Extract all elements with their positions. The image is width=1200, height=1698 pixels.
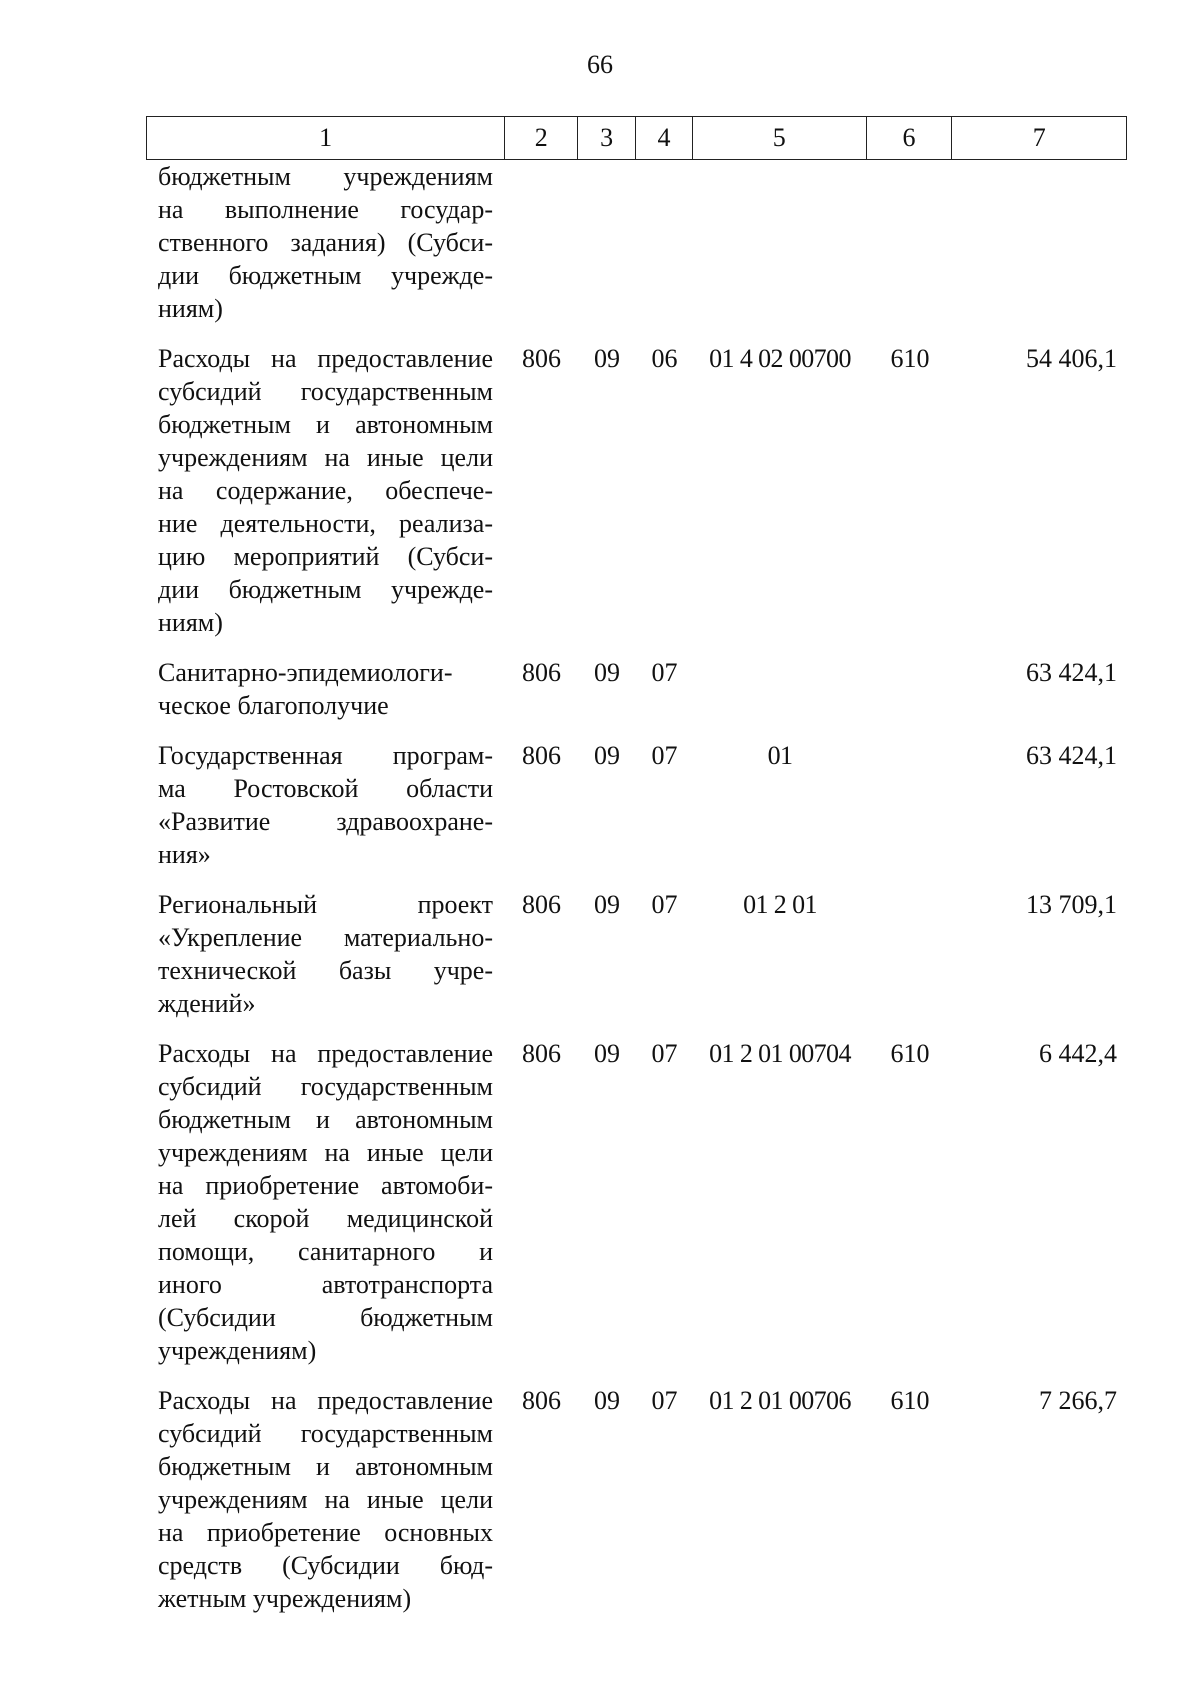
subsection-cell: 07 <box>651 658 678 687</box>
description-line: бюджетным и автономным <box>158 1452 493 1481</box>
section-cell: 09 <box>594 1386 620 1415</box>
description-line: на приобретение основных <box>158 1518 493 1547</box>
table-header-row <box>146 116 1127 160</box>
description-line: учреждениям) <box>158 1336 317 1365</box>
description-line: Расходы на предоставление <box>158 1039 493 1068</box>
description-line: Расходы на предоставление <box>158 344 493 373</box>
section-cell: 09 <box>594 741 620 770</box>
table-header-cell: 7 <box>1032 123 1046 152</box>
admin-code-cell: 806 <box>522 1039 561 1068</box>
section-cell: 09 <box>594 344 620 373</box>
description-line: ние деятельности, реализа- <box>158 509 493 538</box>
admin-code-cell: 806 <box>522 344 561 373</box>
description-line: лей скорой медицинской <box>158 1204 493 1233</box>
description-line: дии бюджетным учрежде- <box>158 261 493 290</box>
description-line: иного автотранспорта <box>158 1270 493 1299</box>
admin-code-cell <box>505 160 578 325</box>
description-line: жетным учреждениям) <box>158 1584 412 1613</box>
description-line: (Субсидии бюджетным <box>158 1303 493 1332</box>
description-line: на выполнение государ- <box>158 195 493 224</box>
description-line: цию мероприятий (Субси- <box>158 542 493 571</box>
description-line: Государственная програм- <box>158 741 493 770</box>
admin-code-cell: 806 <box>522 658 561 687</box>
admin-code-cell: 806 <box>522 741 561 770</box>
description-line: учреждениям на иные цели <box>158 1485 493 1514</box>
table-header-cell: 5 <box>693 117 867 159</box>
description-cell <box>146 1037 505 1367</box>
description-line: бюджетным и автономным <box>158 1105 493 1134</box>
target-article-cell: 01 4 02 00700 <box>709 344 851 373</box>
expense-type-cell: 610 <box>890 1386 930 1415</box>
expense-type-cell <box>867 160 953 325</box>
section-cell <box>578 160 636 325</box>
subsection-cell: 07 <box>651 1386 678 1415</box>
description-line: технической базы учре- <box>158 956 493 985</box>
section-cell: 09 <box>594 658 620 687</box>
description-line: «Развитие здравоохране- <box>158 807 493 836</box>
amount-cell: 54 406,1 <box>1026 344 1117 373</box>
description-line: ческое благополучие <box>158 691 389 720</box>
table-row <box>146 1037 1127 1367</box>
description-cell <box>146 656 505 722</box>
description-line: бюджетным и автономным <box>158 410 493 439</box>
table-header-cell: 6 <box>867 117 953 159</box>
table-header-cell: 2 <box>505 117 578 159</box>
expense-type-cell <box>867 888 953 1020</box>
section-cell: 09 <box>594 1039 620 1068</box>
description-line: на содержание, обеспече- <box>158 476 493 505</box>
description-line: «Укрепление материально- <box>158 923 493 952</box>
subsection-cell: 07 <box>651 741 678 770</box>
description-line: дии бюджетным учрежде- <box>158 575 493 604</box>
description-line: ждений» <box>158 989 256 1018</box>
description-cell <box>146 888 505 1020</box>
expense-type-cell: 610 <box>890 1039 930 1068</box>
page-number: 66 <box>587 50 613 79</box>
subsection-cell <box>636 160 693 325</box>
description-cell <box>146 342 505 639</box>
description-line: ниям) <box>158 294 223 323</box>
table-row <box>146 1384 1127 1615</box>
table-row <box>146 656 1127 722</box>
description-line: субсидий государственным <box>158 1419 493 1448</box>
target-article-cell: 01 <box>767 741 793 770</box>
amount-cell: 6 442,4 <box>1039 1039 1117 1068</box>
table-header-cell: 4 <box>636 117 693 159</box>
description-line: средств (Субсидии бюд- <box>158 1551 493 1580</box>
expense-type-cell <box>867 739 953 871</box>
admin-code-cell: 806 <box>522 890 561 919</box>
description-line: Расходы на предоставление <box>158 1386 493 1415</box>
table-header-cell: 1 <box>147 117 505 159</box>
description-cell <box>146 160 505 325</box>
admin-code-cell: 806 <box>522 1386 561 1415</box>
section-cell: 09 <box>594 890 620 919</box>
description-line: Региональный проект <box>158 890 493 919</box>
table-row <box>146 739 1127 871</box>
description-cell <box>146 1384 505 1615</box>
description-line: субсидий государственным <box>158 1072 493 1101</box>
subsection-cell: 06 <box>651 344 678 373</box>
subsection-cell: 07 <box>651 890 678 919</box>
description-line: на приобретение автомоби- <box>158 1171 493 1200</box>
description-line: Санитарно-эпидемиологи- <box>158 658 453 687</box>
expense-type-cell: 610 <box>890 344 930 373</box>
description-line: ниям) <box>158 608 223 637</box>
amount-cell <box>953 160 1127 325</box>
table-row <box>146 342 1127 639</box>
target-article-cell <box>693 656 867 722</box>
amount-cell: 63 424,1 <box>1026 658 1117 687</box>
description-line: ственного задания) (Субси- <box>158 228 493 257</box>
description-line: ма Ростовской области <box>158 774 493 803</box>
description-line: учреждениям на иные цели <box>158 1138 493 1167</box>
description-line: учреждениям на иные цели <box>158 443 493 472</box>
table-row <box>146 160 1127 325</box>
expense-type-cell <box>867 656 953 722</box>
description-line: субсидий государственным <box>158 377 493 406</box>
target-article-cell <box>693 160 867 325</box>
table-header-cell: 3 <box>578 117 636 159</box>
description-cell <box>146 739 505 871</box>
description-line: бюджетным учреждениям <box>158 162 493 191</box>
table-row <box>146 888 1127 1020</box>
description-line: ния» <box>158 840 211 869</box>
amount-cell: 7 266,7 <box>1039 1386 1117 1415</box>
subsection-cell: 07 <box>651 1039 678 1068</box>
target-article-cell: 01 2 01 00706 <box>709 1386 851 1415</box>
amount-cell: 63 424,1 <box>1026 741 1117 770</box>
description-line: помощи, санитарного и <box>158 1237 493 1266</box>
table-body <box>146 160 1127 1632</box>
target-article-cell: 01 2 01 <box>743 890 817 919</box>
amount-cell: 13 709,1 <box>1026 890 1117 919</box>
target-article-cell: 01 2 01 00704 <box>709 1039 851 1068</box>
